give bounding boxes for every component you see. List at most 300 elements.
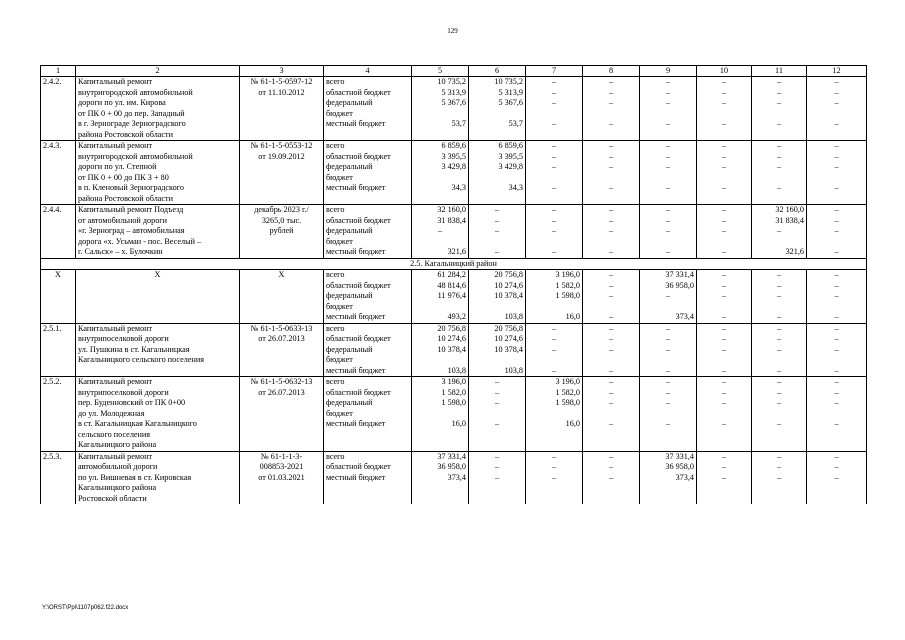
- row-number: [41, 366, 76, 377]
- value-cell: –: [807, 398, 867, 409]
- value-cell: 31 838,4: [412, 216, 469, 227]
- value-cell: –: [640, 183, 697, 194]
- value-cell: –: [469, 226, 526, 237]
- value-cell: [752, 483, 807, 494]
- value-cell: 6 859,6: [412, 141, 469, 152]
- value-cell: –: [807, 205, 867, 216]
- funding-source: [324, 494, 412, 505]
- value-cell: –: [583, 270, 640, 281]
- document-reference: [240, 398, 324, 409]
- document-reference: 008853-2021: [240, 462, 324, 473]
- value-cell: [640, 430, 697, 441]
- document-reference: от 19.09.2012: [240, 152, 324, 163]
- funding-source: всего: [324, 141, 412, 152]
- value-cell: [697, 430, 752, 441]
- funding-source: [324, 130, 412, 141]
- value-cell: 16,0: [412, 419, 469, 430]
- value-cell: –: [583, 451, 640, 462]
- value-cell: –: [697, 398, 752, 409]
- value-cell: –: [807, 270, 867, 281]
- value-cell: 1 598,0: [412, 398, 469, 409]
- value-cell: [469, 355, 526, 366]
- value-cell: –: [752, 377, 807, 388]
- table-row: [41, 312, 867, 323]
- value-cell: –: [697, 388, 752, 399]
- row-number: [41, 173, 76, 184]
- object-name: ул. Пушкина в ст. Кагальницкая: [76, 345, 240, 356]
- table-row: [41, 323, 867, 334]
- value-cell: [640, 409, 697, 420]
- object-name: Кагальницкого сельского поселения: [76, 355, 240, 366]
- value-cell: –: [752, 462, 807, 473]
- value-cell: 34,3: [412, 183, 469, 194]
- value-cell: 5 313,9: [469, 88, 526, 99]
- table-row: [41, 281, 867, 292]
- table-row: [41, 183, 867, 194]
- object-name: по ул. Вишневая в ст. Кировская: [76, 473, 240, 484]
- value-cell: 10 274,6: [412, 334, 469, 345]
- document-reference: от 26.07.2013: [240, 334, 324, 345]
- value-cell: –: [807, 451, 867, 462]
- value-cell: [469, 483, 526, 494]
- value-cell: [526, 409, 583, 420]
- funding-source: бюджет: [324, 173, 412, 184]
- value-cell: [697, 194, 752, 205]
- object-name: Кагальницкого района: [76, 483, 240, 494]
- value-cell: [640, 483, 697, 494]
- value-cell: –: [469, 247, 526, 258]
- value-cell: –: [640, 323, 697, 334]
- value-cell: [583, 194, 640, 205]
- value-cell: [526, 194, 583, 205]
- value-cell: 53,7: [412, 119, 469, 130]
- value-cell: –: [697, 205, 752, 216]
- page-number: 129: [447, 27, 458, 35]
- row-number: [41, 247, 76, 258]
- funding-source: местный бюджет: [324, 119, 412, 130]
- value-cell: –: [583, 162, 640, 173]
- document-reference: [240, 355, 324, 366]
- value-cell: –: [526, 226, 583, 237]
- value-cell: [640, 109, 697, 120]
- value-cell: [469, 440, 526, 451]
- value-cell: 32 160,0: [752, 205, 807, 216]
- row-number: [41, 109, 76, 120]
- funding-source: местный бюджет: [324, 473, 412, 484]
- value-cell: 1 598,0: [526, 291, 583, 302]
- column-header-row: [41, 66, 867, 77]
- funding-source: всего: [324, 377, 412, 388]
- value-cell: [526, 483, 583, 494]
- row-number: [41, 281, 76, 292]
- value-cell: [412, 430, 469, 441]
- document-reference: [240, 237, 324, 248]
- funding-source: областной бюджет: [324, 388, 412, 399]
- document-reference: [240, 98, 324, 109]
- row-number: [41, 152, 76, 163]
- column-number: 7: [526, 66, 583, 77]
- value-cell: 373,4: [412, 473, 469, 484]
- object-name: дороги по ул. им. Кирова: [76, 98, 240, 109]
- object-name: в ст. Кагальницкая Кагальницкого: [76, 419, 240, 430]
- row-number: Х: [41, 270, 76, 281]
- value-cell: –: [752, 388, 807, 399]
- column-number: 9: [640, 66, 697, 77]
- table-body: [41, 66, 867, 505]
- document-reference: № 61-1-5-0553-12: [240, 141, 324, 152]
- value-cell: [752, 409, 807, 420]
- value-cell: –: [640, 98, 697, 109]
- value-cell: 53,7: [469, 119, 526, 130]
- table-row: [41, 130, 867, 141]
- value-cell: 37 331,4: [412, 451, 469, 462]
- value-cell: –: [526, 334, 583, 345]
- value-cell: –: [807, 77, 867, 88]
- funding-source: федеральный: [324, 398, 412, 409]
- funding-source: федеральный: [324, 226, 412, 237]
- value-cell: –: [752, 334, 807, 345]
- value-cell: 20 756,8: [469, 323, 526, 334]
- object-name: Х: [76, 270, 240, 281]
- value-cell: –: [640, 205, 697, 216]
- value-cell: –: [697, 281, 752, 292]
- value-cell: 61 284,2: [412, 270, 469, 281]
- row-number: [41, 312, 76, 323]
- value-cell: –: [752, 270, 807, 281]
- value-cell: –: [412, 226, 469, 237]
- value-cell: [412, 237, 469, 248]
- column-number: 4: [324, 66, 412, 77]
- row-number: [41, 334, 76, 345]
- value-cell: –: [640, 291, 697, 302]
- value-cell: –: [697, 312, 752, 323]
- funding-source: федеральный: [324, 291, 412, 302]
- value-cell: [583, 430, 640, 441]
- value-cell: [752, 355, 807, 366]
- value-cell: –: [752, 281, 807, 292]
- table-row: [41, 440, 867, 451]
- document-reference: [240, 281, 324, 292]
- value-cell: –: [697, 419, 752, 430]
- value-cell: [526, 494, 583, 505]
- value-cell: 103,8: [469, 312, 526, 323]
- value-cell: [807, 302, 867, 313]
- value-cell: –: [697, 152, 752, 163]
- value-cell: –: [807, 152, 867, 163]
- value-cell: [640, 440, 697, 451]
- row-number: [41, 430, 76, 441]
- object-name: сельского поселения: [76, 430, 240, 441]
- value-cell: –: [583, 366, 640, 377]
- value-cell: 31 838,4: [752, 216, 807, 227]
- value-cell: [469, 237, 526, 248]
- value-cell: –: [583, 345, 640, 356]
- funding-source: областной бюджет: [324, 216, 412, 227]
- value-cell: 3 196,0: [526, 377, 583, 388]
- value-cell: –: [697, 451, 752, 462]
- value-cell: 1 582,0: [526, 388, 583, 399]
- value-cell: [752, 302, 807, 313]
- value-cell: 37 331,4: [640, 270, 697, 281]
- row-number: [41, 462, 76, 473]
- value-cell: –: [697, 473, 752, 484]
- table-row: [41, 119, 867, 130]
- column-number: 5: [412, 66, 469, 77]
- row-number: [41, 183, 76, 194]
- value-cell: 20 756,8: [469, 270, 526, 281]
- row-number: [41, 419, 76, 430]
- table-row: [41, 366, 867, 377]
- value-cell: –: [807, 312, 867, 323]
- value-cell: –: [807, 334, 867, 345]
- value-cell: [412, 440, 469, 451]
- document-reference: от 26.07.2013: [240, 388, 324, 399]
- funding-source: федеральный: [324, 345, 412, 356]
- document-reference: [240, 366, 324, 377]
- object-name: внутригородской автомобильной: [76, 152, 240, 163]
- funding-source: областной бюджет: [324, 462, 412, 473]
- object-name: от автомобильной дороги: [76, 216, 240, 227]
- value-cell: 36 958,0: [640, 462, 697, 473]
- value-cell: 3 395,5: [412, 152, 469, 163]
- funding-source: бюджет: [324, 409, 412, 420]
- value-cell: –: [640, 162, 697, 173]
- value-cell: –: [640, 247, 697, 258]
- column-number: 8: [583, 66, 640, 77]
- value-cell: [526, 430, 583, 441]
- value-cell: [583, 440, 640, 451]
- value-cell: –: [697, 270, 752, 281]
- table-row: [41, 398, 867, 409]
- document-reference: [240, 109, 324, 120]
- value-cell: [412, 194, 469, 205]
- value-cell: –: [526, 473, 583, 484]
- value-cell: [583, 109, 640, 120]
- value-cell: –: [752, 345, 807, 356]
- value-cell: –: [697, 247, 752, 258]
- funding-source: областной бюджет: [324, 88, 412, 99]
- value-cell: –: [469, 451, 526, 462]
- value-cell: –: [697, 88, 752, 99]
- table-row: [41, 77, 867, 88]
- value-cell: –: [697, 162, 752, 173]
- funding-source: местный бюджет: [324, 247, 412, 258]
- value-cell: 10 274,6: [469, 334, 526, 345]
- value-cell: [412, 355, 469, 366]
- value-cell: 5 367,6: [469, 98, 526, 109]
- object-name: внутрипоселковой дороги: [76, 334, 240, 345]
- row-number: [41, 494, 76, 505]
- table-row: [41, 88, 867, 99]
- document-reference: № 61-1-1-3-: [240, 451, 324, 462]
- object-name: [76, 366, 240, 377]
- value-cell: –: [583, 88, 640, 99]
- document-reference: [240, 183, 324, 194]
- document-reference: [240, 302, 324, 313]
- value-cell: –: [640, 88, 697, 99]
- funding-source: всего: [324, 323, 412, 334]
- value-cell: –: [807, 281, 867, 292]
- funding-source: бюджет: [324, 355, 412, 366]
- value-cell: 373,4: [640, 312, 697, 323]
- value-cell: –: [640, 398, 697, 409]
- object-name: в п. Кленовый Зерноградского: [76, 183, 240, 194]
- funding-source: [324, 430, 412, 441]
- value-cell: –: [526, 451, 583, 462]
- value-cell: 493,2: [412, 312, 469, 323]
- object-name: района Ростовской области: [76, 130, 240, 141]
- funding-source: [324, 483, 412, 494]
- value-cell: –: [807, 323, 867, 334]
- value-cell: [697, 494, 752, 505]
- value-cell: –: [752, 398, 807, 409]
- value-cell: –: [526, 119, 583, 130]
- value-cell: –: [583, 388, 640, 399]
- row-number: 2.4.4.: [41, 205, 76, 216]
- value-cell: –: [807, 183, 867, 194]
- value-cell: –: [807, 119, 867, 130]
- object-name: Кагальницкого района: [76, 440, 240, 451]
- funding-source: областной бюджет: [324, 281, 412, 292]
- value-cell: [526, 355, 583, 366]
- value-cell: [697, 130, 752, 141]
- funding-source: [324, 194, 412, 205]
- value-cell: –: [526, 183, 583, 194]
- table-row: [41, 473, 867, 484]
- value-cell: –: [583, 216, 640, 227]
- value-cell: [526, 173, 583, 184]
- object-name: пер. Буденновский от ПК 0+00: [76, 398, 240, 409]
- row-number: [41, 409, 76, 420]
- value-cell: –: [526, 345, 583, 356]
- object-name: [76, 281, 240, 292]
- table-row: [41, 237, 867, 248]
- row-number: 2.4.2.: [41, 77, 76, 88]
- value-cell: –: [469, 473, 526, 484]
- table-row: [41, 141, 867, 152]
- value-cell: 103,8: [469, 366, 526, 377]
- value-cell: [807, 173, 867, 184]
- value-cell: [469, 494, 526, 505]
- value-cell: [697, 109, 752, 120]
- value-cell: [640, 173, 697, 184]
- value-cell: [526, 302, 583, 313]
- value-cell: [412, 130, 469, 141]
- value-cell: –: [697, 345, 752, 356]
- value-cell: –: [583, 205, 640, 216]
- value-cell: –: [526, 141, 583, 152]
- row-number: [41, 194, 76, 205]
- value-cell: –: [526, 88, 583, 99]
- funding-source: бюджет: [324, 237, 412, 248]
- value-cell: [752, 494, 807, 505]
- value-cell: –: [807, 247, 867, 258]
- document-reference: [240, 409, 324, 420]
- value-cell: –: [807, 377, 867, 388]
- value-cell: –: [697, 323, 752, 334]
- value-cell: –: [640, 216, 697, 227]
- row-number: [41, 388, 76, 399]
- value-cell: –: [807, 366, 867, 377]
- value-cell: –: [583, 152, 640, 163]
- value-cell: 16,0: [526, 312, 583, 323]
- value-cell: –: [752, 152, 807, 163]
- value-cell: –: [583, 462, 640, 473]
- value-cell: [469, 302, 526, 313]
- object-name: внутрипоселковой дороги: [76, 388, 240, 399]
- funding-source: бюджет: [324, 109, 412, 120]
- value-cell: 20 756,8: [412, 323, 469, 334]
- funding-source: местный бюджет: [324, 366, 412, 377]
- funding-source: областной бюджет: [324, 152, 412, 163]
- value-cell: –: [469, 419, 526, 430]
- value-cell: [640, 355, 697, 366]
- value-cell: [752, 430, 807, 441]
- value-cell: –: [752, 162, 807, 173]
- document-reference: [240, 419, 324, 430]
- value-cell: –: [583, 77, 640, 88]
- table-row: [41, 247, 867, 258]
- value-cell: 11 976,4: [412, 291, 469, 302]
- value-cell: –: [640, 226, 697, 237]
- value-cell: –: [752, 77, 807, 88]
- value-cell: –: [697, 226, 752, 237]
- value-cell: [412, 173, 469, 184]
- value-cell: 36 958,0: [412, 462, 469, 473]
- funding-source: областной бюджет: [324, 334, 412, 345]
- row-number: [41, 88, 76, 99]
- value-cell: 10 735,2: [412, 77, 469, 88]
- value-cell: 5 367,6: [412, 98, 469, 109]
- value-cell: –: [526, 366, 583, 377]
- value-cell: –: [697, 183, 752, 194]
- value-cell: [583, 237, 640, 248]
- document-reference: 3265,0 тыс.: [240, 216, 324, 227]
- object-name: [76, 291, 240, 302]
- row-number: [41, 226, 76, 237]
- value-cell: –: [583, 419, 640, 430]
- value-cell: [412, 409, 469, 420]
- object-name: [76, 302, 240, 313]
- funding-source: всего: [324, 451, 412, 462]
- value-cell: –: [807, 345, 867, 356]
- column-number: 12: [807, 66, 867, 77]
- value-cell: –: [752, 119, 807, 130]
- table-row: [41, 291, 867, 302]
- value-cell: –: [583, 183, 640, 194]
- value-cell: [469, 409, 526, 420]
- value-cell: 32 160,0: [412, 205, 469, 216]
- value-cell: [412, 302, 469, 313]
- object-name: Ростовской области: [76, 494, 240, 505]
- value-cell: –: [752, 366, 807, 377]
- value-cell: –: [526, 462, 583, 473]
- document-reference: № 61-1-5-0632-13: [240, 377, 324, 388]
- table-row: [41, 270, 867, 281]
- value-cell: [807, 409, 867, 420]
- value-cell: –: [752, 473, 807, 484]
- value-cell: –: [807, 388, 867, 399]
- value-cell: [697, 237, 752, 248]
- funding-source: федеральный: [324, 162, 412, 173]
- table-row: [41, 377, 867, 388]
- column-number: 11: [752, 66, 807, 77]
- value-cell: [412, 483, 469, 494]
- value-cell: –: [583, 398, 640, 409]
- object-name: Капитальный ремонт: [76, 451, 240, 462]
- column-number: 6: [469, 66, 526, 77]
- document-reference: № 61-1-5-0633-13: [240, 323, 324, 334]
